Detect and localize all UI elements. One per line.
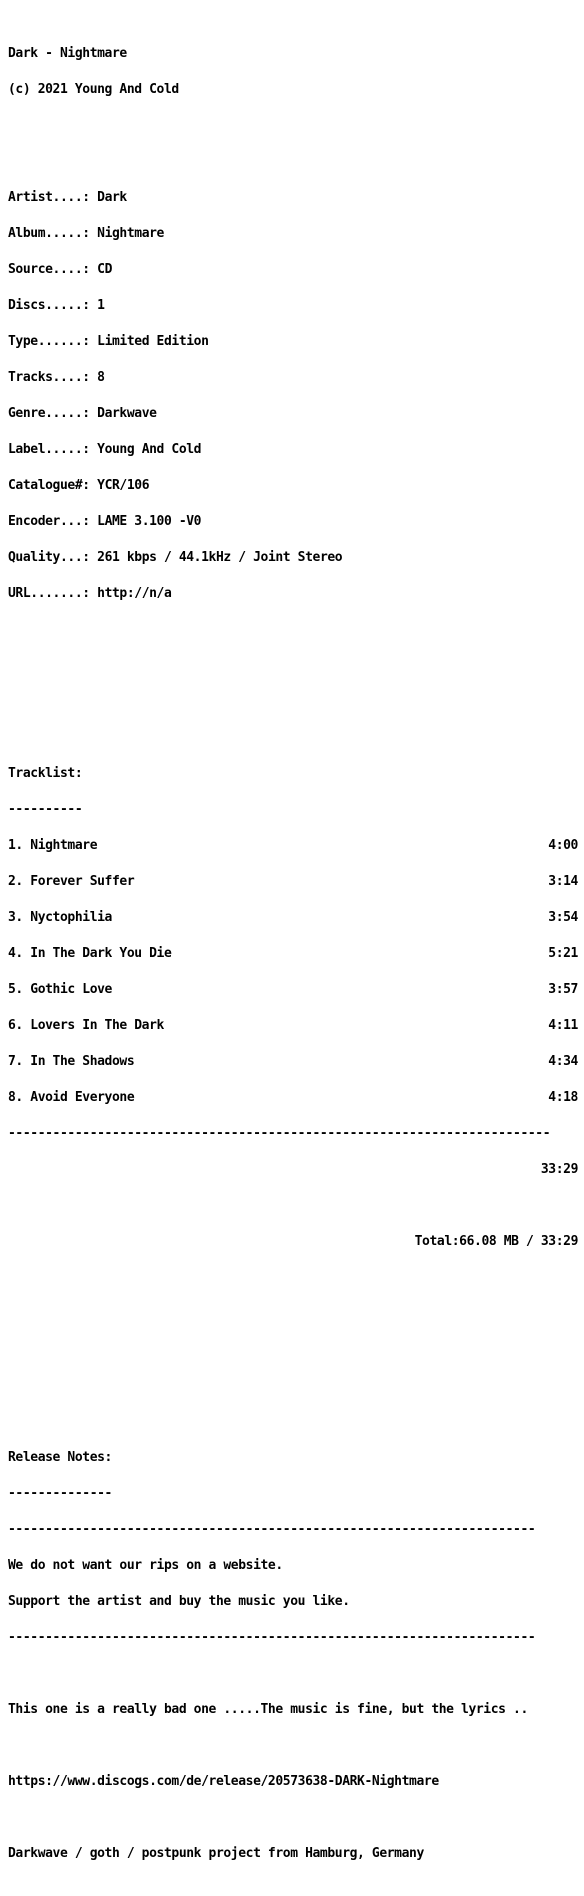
track-row: 6. Lovers In The Dark 4:11 xyxy=(8,1018,578,1033)
info-row-album: Album.....: Nightmare xyxy=(8,226,164,241)
info-row-tracks: Tracks....: 8 xyxy=(8,370,105,385)
disclaimer-line: Support the artist and buy the music you like. xyxy=(8,1594,350,1609)
info-row-discs: Discs.....: 1 xyxy=(8,298,105,313)
disclaimer-line: We do not want our rips on a website. xyxy=(8,1558,283,1573)
release-notes-section xyxy=(8,1428,578,1884)
release-title: Dark - Nightmare xyxy=(8,46,127,61)
release-note-text: This one is a really bad one .....The music is fine, but the lyrics .. xyxy=(8,1702,528,1717)
info-row-genre: Genre.....: Darkwave xyxy=(8,406,157,421)
track-row: 7. In The Shadows 4:34 xyxy=(8,1054,578,1069)
copyright-line: (c) 2021 Young And Cold xyxy=(8,82,179,97)
tracklist-heading: Tracklist: xyxy=(8,766,83,781)
project-description: Darkwave / goth / postpunk project from Hamburg, Germany xyxy=(8,1846,424,1861)
disclaimer-separator-top: ----------------------------------------------------------------------- xyxy=(8,1522,536,1537)
track-row: 4. In The Dark You Die 5:21 xyxy=(8,946,578,961)
tracklist-underline: ---------- xyxy=(8,802,83,817)
info-row-label: Label.....: Young And Cold xyxy=(8,442,202,457)
release-notes-heading: Release Notes: xyxy=(8,1450,112,1465)
info-row-type: Type......: Limited Edition xyxy=(8,334,209,349)
info-row-url: URL.......: http://n/a xyxy=(8,586,172,601)
track-row: 1. Nightmare 4:00 xyxy=(8,838,578,853)
discogs-link: https://www.discogs.com/de/release/20573638-DARK-Nightmare xyxy=(8,1774,439,1789)
info-block xyxy=(8,168,578,624)
tracklist-section xyxy=(8,744,578,1272)
info-row-quality: Quality...: 261 kbps / 44.1kHz / Joint Stereo xyxy=(8,550,343,565)
tracklist-separator: ------------------------------------------------------------------------- xyxy=(8,1126,551,1141)
nfo-document xyxy=(8,24,578,1896)
track-row: 3. Nyctophilia 3:54 xyxy=(8,910,578,925)
info-row-artist: Artist....: Dark xyxy=(8,190,127,205)
track-row: 5. Gothic Love 3:57 xyxy=(8,982,578,997)
track-row: 2. Forever Suffer 3:14 xyxy=(8,874,578,889)
track-row: 8. Avoid Everyone 4:18 xyxy=(8,1090,578,1105)
total-summary: Total:66.08 MB / 33:29 xyxy=(414,1234,578,1249)
disclaimer-separator-bottom: ----------------------------------------------------------------------- xyxy=(8,1630,536,1645)
info-row-source: Source....: CD xyxy=(8,262,112,277)
info-row-encoder: Encoder...: LAME 3.100 -V0 xyxy=(8,514,202,529)
info-row-catalogue: Catalogue#: YCR/106 xyxy=(8,478,150,493)
release-notes-underline: -------------- xyxy=(8,1486,112,1501)
total-time: 33:29 xyxy=(540,1162,578,1177)
